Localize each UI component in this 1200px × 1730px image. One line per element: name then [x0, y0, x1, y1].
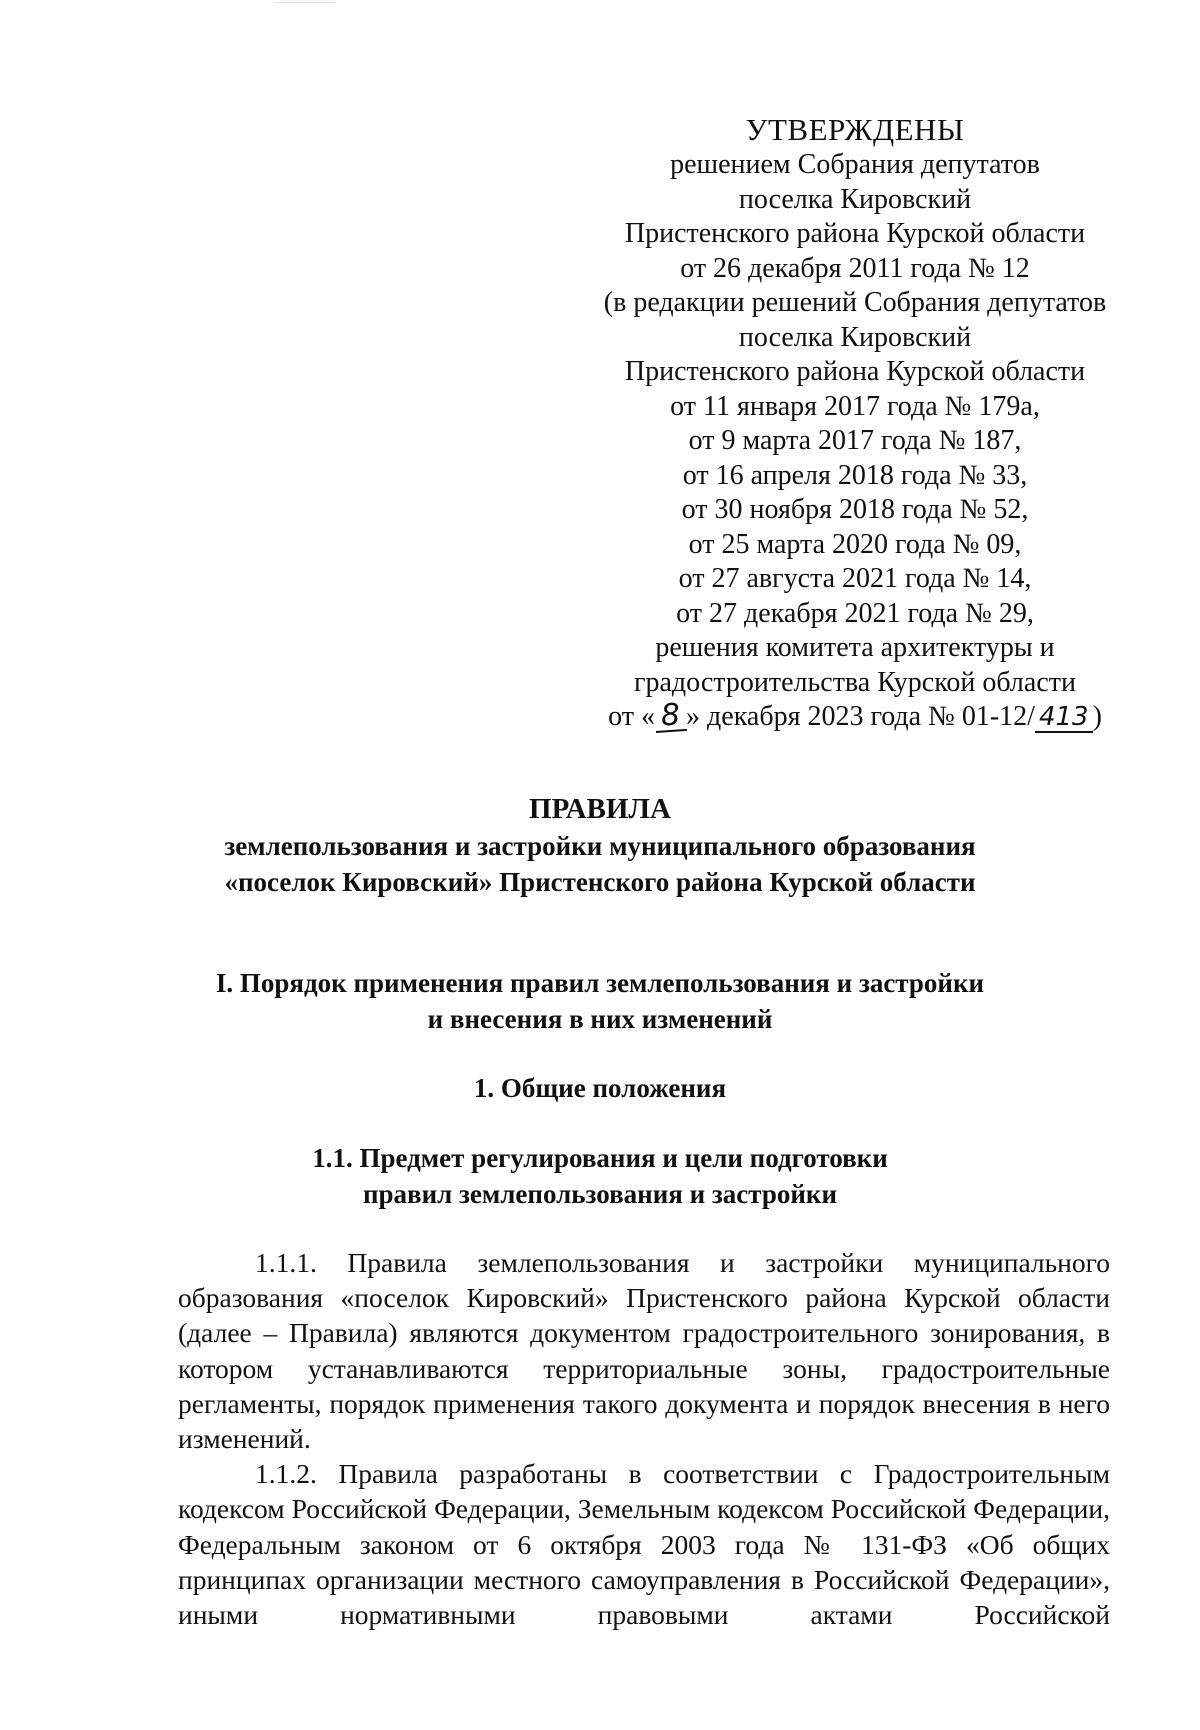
approval-line: от 30 ноября 2018 года № 52,: [681, 494, 1029, 525]
approval-line: от 25 марта 2020 года № 09,: [688, 528, 1022, 560]
title-line-2: «поселок Кировский» Пристенского района Курской области: [224, 867, 976, 897]
approval-date-suffix: ): [1092, 701, 1102, 732]
approval-date-prefix: от «: [608, 701, 655, 732]
title-line-1: землепользования и застройки муниципального образования: [224, 831, 976, 861]
subsubsection-heading: [0, 1140, 1200, 1212]
approval-stamp-block: [570, 112, 1140, 735]
subsubsection-line-1: 1.1. Предмет регулирования и цели подготовки: [312, 1143, 888, 1173]
approval-date-middle: » декабря 2023 года № 01-12/: [686, 701, 1035, 732]
approval-line: (в редакции решений Собрания депутатов: [603, 287, 1107, 318]
scan-artifact: [275, 2, 335, 3]
handwritten-number: 413: [1035, 703, 1093, 733]
paragraph-1-1-2: 1.1.2. Правила разработаны в соответствии с Градостроительным кодексом Российской Федерации, Земельным кодексом Российской Федерации, Федеральным законом от 6 октября 2003 года № 131-ФЗ «Об общих принципах организации местного самоуправления в Российской Федерации», иными нормативными правовыми актами Российской: [178, 1458, 1110, 1631]
subsubsection-line-2: правил землепользования и застройки: [362, 1179, 838, 1209]
approval-date-line: [570, 697, 1140, 735]
approval-line: от 27 декабря 2021 года № 29,: [676, 597, 1034, 629]
approval-line: от 26 декабря 2011 года № 12: [680, 252, 1030, 284]
approval-line: градостроительства Курской области: [634, 666, 1076, 698]
approval-heading: УТВЕРЖДЕНЫ: [745, 112, 965, 147]
approval-line: Пристенского района Курской области: [624, 218, 1086, 249]
paragraph-1-1-1: 1.1.1. Правила землепользования и застройки муниципального образования «поселок Кировский» Пристенского района Курской области (далее – Правила) являются документом градостроительного зонирования, в котором устанавливаются территориальные зоны, градостроительные регламенты, порядок применения такого документа и порядок внесения в него изменений.: [178, 1247, 1110, 1455]
section-heading-line-1: I. Порядок применения правил землепользования и застройки: [215, 968, 985, 998]
document-title: [0, 790, 1200, 900]
section-heading-line-2: и внесения в них изменений: [427, 1004, 773, 1034]
subsection-title: 1. Общие положения: [473, 1073, 727, 1103]
approval-line: поселка Кировский: [738, 321, 972, 353]
section-heading: [0, 965, 1200, 1037]
title-main: ПРАВИЛА: [529, 793, 671, 825]
approval-line: поселка Кировский: [738, 183, 972, 215]
handwritten-day: 8: [654, 701, 687, 733]
subsection-heading: [0, 1070, 1200, 1106]
approval-line: от 27 августа 2021 года № 14,: [678, 563, 1032, 594]
approval-line: от 9 марта 2017 года № 187,: [688, 425, 1022, 456]
approval-line: решения комитета архитектуры и: [655, 632, 1055, 663]
approval-line: Пристенского района Курской области: [624, 356, 1086, 387]
approval-line: от 16 апреля 2018 года № 33,: [682, 459, 1028, 491]
approval-line: от 11 января 2017 года № 179а,: [670, 390, 1040, 422]
body-text: [178, 1245, 1110, 1632]
approval-line: решением Собрания депутатов: [670, 149, 1040, 180]
